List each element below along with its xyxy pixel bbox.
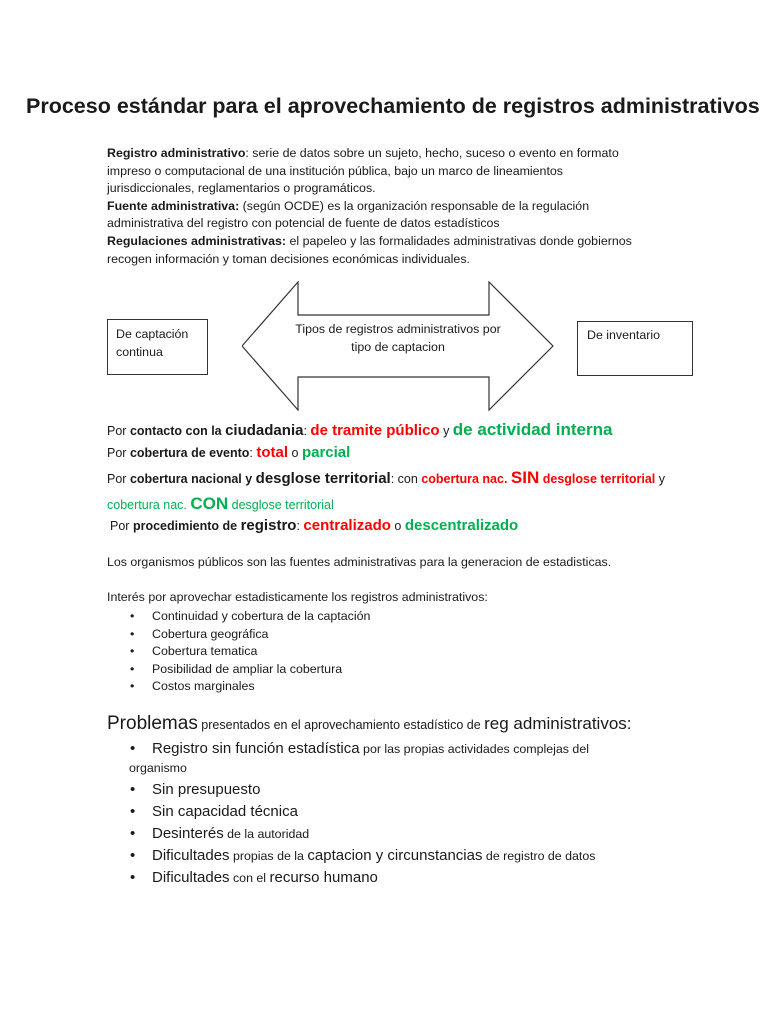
problems-heading bbox=[107, 713, 632, 735]
sources-paragraph: Los organismos públicos son las fuentes administrativas para la generacion de estadisticas. bbox=[107, 555, 612, 569]
text: Dificultades bbox=[152, 847, 230, 864]
list-item: • Continuidad y cobertura de la captación bbox=[107, 608, 370, 626]
text: cobertura nacional y bbox=[129, 472, 256, 486]
text: contacto con la bbox=[129, 424, 226, 438]
list-item bbox=[107, 867, 647, 889]
text: Por bbox=[107, 472, 130, 486]
text: por las propias actividades complejas del bbox=[359, 742, 589, 756]
text: desglose territorial bbox=[255, 470, 391, 487]
text: organismo bbox=[129, 761, 187, 775]
text: parcial bbox=[301, 444, 351, 461]
text: desglose territorial bbox=[539, 472, 656, 486]
text: ciudadania bbox=[225, 422, 304, 439]
list-item: • Posibilidad de ampliar la cobertura bbox=[107, 661, 370, 679]
definition-fuente bbox=[107, 198, 647, 233]
definition-regulaciones bbox=[107, 233, 647, 268]
arrow-label: Tipos de registros administrativos por tipo de captacion bbox=[295, 322, 501, 354]
text: o bbox=[288, 446, 302, 460]
text: de registro de datos bbox=[482, 849, 596, 863]
text: : bbox=[249, 446, 257, 460]
list-item bbox=[107, 845, 647, 867]
text: captacion y circunstancias bbox=[307, 847, 483, 864]
text: Problemas bbox=[107, 713, 198, 734]
text: reg administrativos bbox=[484, 714, 627, 733]
text: de actividad interna bbox=[452, 420, 613, 439]
text: CON bbox=[190, 494, 229, 513]
term: Registro administrativo bbox=[107, 146, 246, 160]
page-title: Proceso estándar para el aprovechamiento de registros administrativos bbox=[26, 94, 760, 118]
classification-line-3 bbox=[107, 468, 665, 488]
definitions bbox=[107, 145, 647, 268]
text: Desinterés bbox=[152, 825, 224, 842]
list-item: • Cobertura tematica bbox=[107, 643, 370, 661]
list-item: • Costos marginales bbox=[107, 678, 370, 696]
text: total bbox=[256, 444, 289, 461]
list-item: • Sin presupuesto bbox=[107, 779, 647, 801]
text: desglose territorial bbox=[228, 498, 334, 512]
classification-line-1 bbox=[107, 420, 612, 440]
problems-list bbox=[107, 738, 647, 889]
classification-line-5 bbox=[110, 517, 518, 534]
classification-line-4 bbox=[107, 494, 334, 514]
box-inventario: De inventario bbox=[577, 321, 693, 376]
text: propias de la bbox=[229, 849, 308, 863]
text: o bbox=[390, 519, 405, 533]
text: Dificultades bbox=[152, 869, 230, 886]
text: con el bbox=[229, 871, 270, 885]
text: Por bbox=[107, 446, 130, 460]
list-item bbox=[107, 738, 647, 776]
term: Fuente administrativa: bbox=[107, 198, 240, 213]
text: Registro sin función estadística bbox=[152, 740, 360, 757]
text: descentralizado bbox=[404, 517, 519, 534]
interest-list bbox=[107, 608, 370, 696]
text: y bbox=[655, 472, 666, 486]
box-captacion-continua: De captación continua bbox=[107, 319, 208, 375]
text: : bbox=[296, 519, 304, 533]
text: : bbox=[303, 424, 311, 438]
classification-line-2 bbox=[107, 444, 350, 461]
text: SIN bbox=[510, 468, 540, 487]
interest-heading: Interés por aprovechar estadisticamente los registros administrativos: bbox=[107, 590, 488, 604]
list-item: • Cobertura geográfica bbox=[107, 626, 370, 644]
text: de tramite público bbox=[310, 422, 440, 439]
definition-registro bbox=[107, 145, 647, 198]
term: Regulaciones administrativas: bbox=[107, 233, 287, 248]
text: procedimiento de bbox=[132, 519, 241, 533]
text: de la autoridad bbox=[223, 827, 310, 841]
text: cobertura de evento bbox=[129, 446, 250, 460]
text: : con bbox=[390, 472, 422, 486]
text: : bbox=[626, 714, 632, 733]
text: centralizado bbox=[303, 517, 391, 534]
text: registro bbox=[240, 517, 297, 534]
text: cobertura nac. bbox=[421, 472, 511, 486]
definition-text: : serie de datos sobre un sujeto, hecho, suceso o evento en formato impreso o computacional de una institución pública, bajo un marco de lineamientos jurisdiccionales, reglamentarios o programáticos. bbox=[107, 146, 619, 196]
text: Por bbox=[107, 424, 130, 438]
list-item: • Sin capacidad técnica bbox=[107, 801, 647, 823]
definition-text: (según OCDE) es la organización responsable de la regulación administrativa del registro con potencial de fuente de datos estadísticos bbox=[107, 198, 590, 231]
definition-text: el papeleo y las formalidades administrativas donde gobiernos recogen información y toman decisiones económicas individuales. bbox=[107, 233, 632, 266]
text: recurso humano bbox=[269, 869, 378, 886]
text: cobertura nac. bbox=[107, 498, 191, 512]
text: Por bbox=[110, 519, 133, 533]
list-item bbox=[107, 823, 647, 845]
text: y bbox=[439, 424, 453, 438]
text: presentados en el aprovechamiento estadístico de bbox=[197, 718, 485, 732]
